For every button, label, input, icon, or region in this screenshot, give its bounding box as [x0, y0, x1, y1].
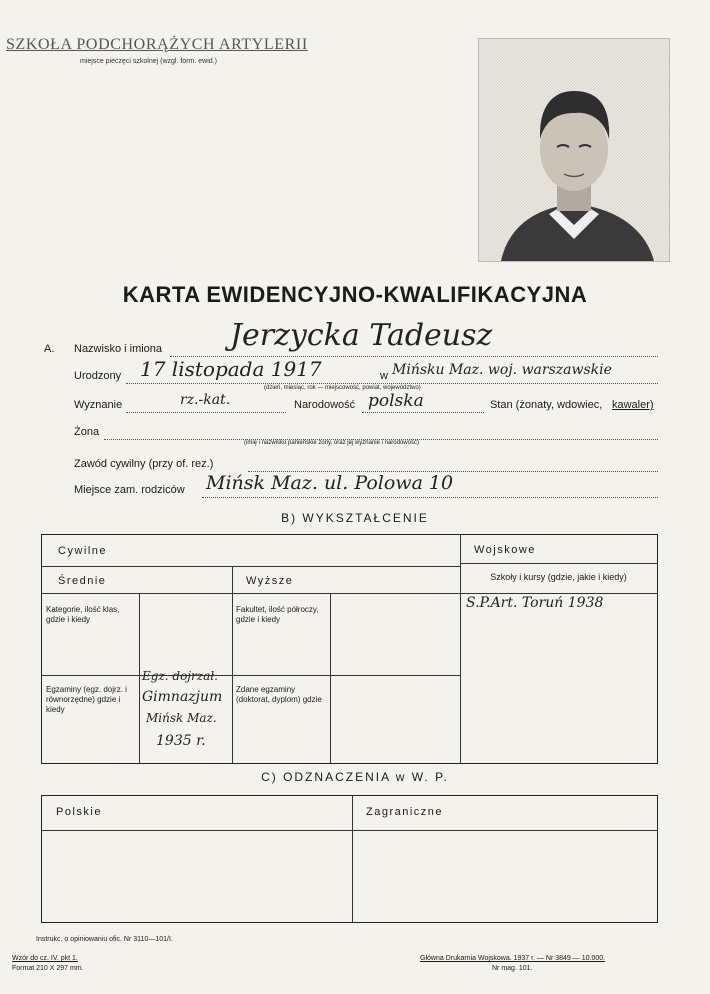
section-a-letter: A. — [44, 343, 55, 355]
nationality-line — [362, 412, 484, 413]
wife-hint: (imię i nazwisko panieńskie żony, oraz jej wyznanie i narodowość) — [244, 440, 419, 446]
nationality-label: Narodowość — [294, 399, 356, 411]
decorations-table — [41, 795, 658, 923]
born-place-value: Mińsku Maz. woj. warszawskie — [392, 362, 612, 378]
decorations-section-title: C) ODZNACZENIA w W. P. — [261, 770, 449, 784]
education-section-title: B) WYKSZTAŁCENIE — [281, 511, 429, 525]
polish-decorations-header: Polskie — [56, 806, 102, 818]
exams-value-line-4: 1935 r. — [156, 733, 206, 749]
born-date-value: 17 listopada 1917 — [140, 357, 322, 381]
document-title: KARTA EWIDENCYJNO-KWALIFIKACYJNA — [122, 282, 588, 307]
parents-residence-value: Mińsk Maz. ul. Polowa 10 — [206, 472, 454, 494]
education-table — [41, 534, 658, 764]
born-line — [126, 383, 658, 384]
exams-label: Egzaminy (egz. dojrz. i równorzędne) gdzie i kiedy — [46, 685, 127, 714]
secondary-header: Średnie — [58, 575, 107, 587]
exams-value-line-3: Mińsk Maz. — [146, 711, 217, 725]
footer-stock-number: Nr mag. 101. — [492, 965, 533, 972]
parents-residence-line — [202, 497, 658, 498]
portrait-photo — [478, 38, 670, 262]
surname-label: Nazwisko i imiona — [74, 343, 163, 355]
exams-value-line-2: Gimnazjum — [142, 689, 223, 705]
born-place-prefix: w — [380, 370, 388, 382]
marital-status-value: kawaler) — [612, 399, 654, 411]
military-schools-value: S.P.Art. Toruń 1938 — [466, 595, 604, 611]
exams-value-line-1: Egz. dojrzał. — [142, 669, 218, 683]
portrait-photo-image — [479, 39, 669, 261]
nationality-value: polska — [368, 391, 424, 411]
categories-label: Kategorie, ilość klas, gdzie i kiedy — [46, 605, 120, 624]
religion-label: Wyznanie — [74, 399, 123, 411]
born-label: Urodzony — [74, 370, 122, 382]
military-header: Wojskowe — [474, 544, 536, 556]
religion-value: rz.-kat. — [180, 392, 231, 408]
footer-form-pattern: Wzór do cz. IV. pkt 1. — [12, 955, 78, 962]
civil-header: Cywilne — [58, 545, 108, 557]
higher-header: Wyższe — [246, 575, 294, 587]
religion-line — [126, 412, 286, 413]
foreign-decorations-header: Zagraniczne — [366, 806, 444, 818]
parents-residence-label: Miejsce zam. rodziców — [74, 484, 185, 496]
footer-printer: Główna Drukarnia Wojskowa. 1937 r. — Nr 3849 — 10.000. — [420, 955, 606, 962]
schools-courses-header: Szkoły i kursy (gdzie, jakie i kiedy) — [490, 572, 627, 582]
school-stamp: SZKOŁA PODCHORĄŻYCH ARTYLERII — [6, 36, 308, 53]
occupation-label: Zawód cywilny (przy of. rez.) — [74, 458, 214, 470]
footer-format: Format 210 X 297 mm. — [12, 965, 84, 972]
born-hint: (dzień, miesiąc, rok — miejscowość, powiat, województwo) — [264, 385, 421, 391]
footer-instruction: Instrukc. o opiniowaniu ofic. Nr 3110—101/I. — [36, 936, 173, 943]
faculty-label: Fakultet, ilość półroczy, gdzie i kiedy — [236, 605, 319, 624]
stamp-caption: miejsce pieczęci szkolnej (wzgl. form. ewid.) — [80, 58, 217, 65]
passed-exams-label: Zdane egzaminy (doktorat, dyplom) gdzie — [236, 685, 322, 704]
marital-status-label: Stan (żonaty, wdowiec, — [490, 399, 603, 411]
surname-value: Jerzycka Tadeusz — [230, 318, 493, 353]
wife-label: Żona — [74, 426, 100, 438]
